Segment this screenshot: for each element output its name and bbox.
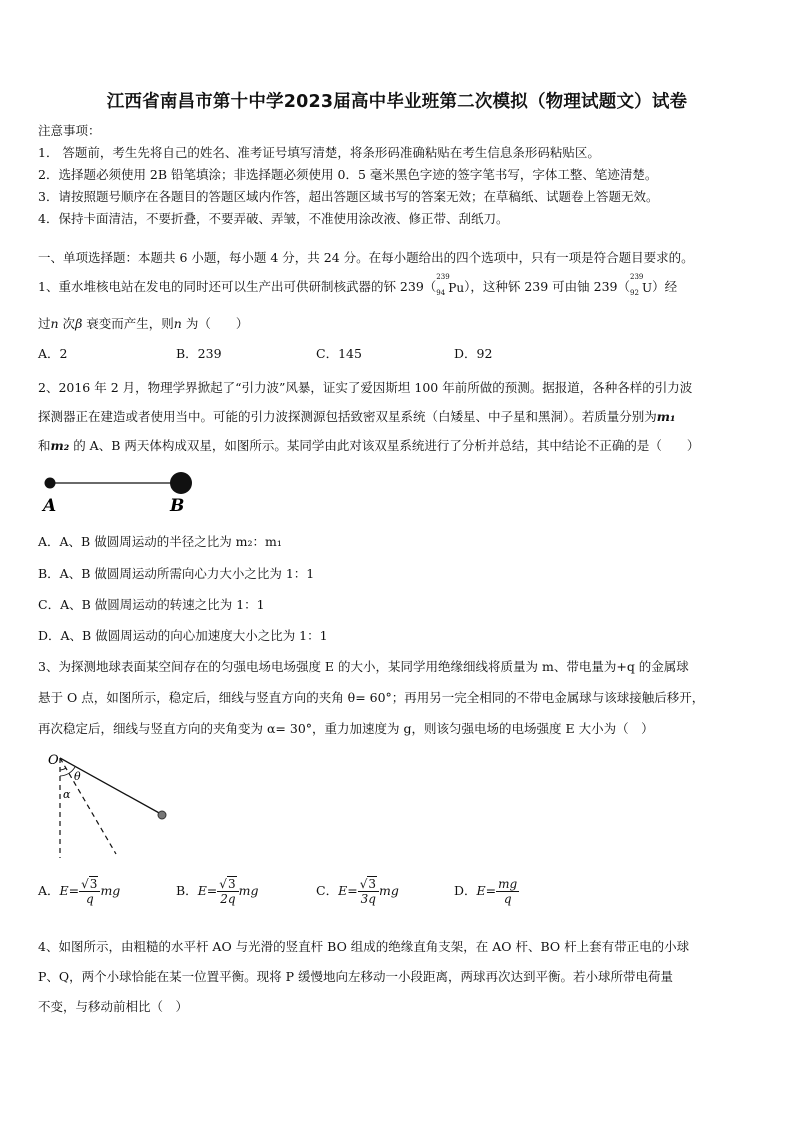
label-b: B: [170, 496, 185, 516]
question-2-line: 2、2016 年 2 月，物理学界掀起了“引力波”风暴，证实了爱因斯坦 100 年前所做的预测。据报道，各种各样的引力波: [38, 380, 693, 395]
label-alpha: α: [63, 788, 71, 801]
option-d: D．A、B 做圆周运动的向心加速度大小之比为 1：1: [38, 628, 328, 643]
question-4-line: P、Q，两个小球恰能在某一位置平衡。现将 P 缓慢地向左移动一小段距离，两球再次达到平衡。若小球所带电荷量: [38, 969, 674, 984]
notice-item: 2．选择题必须使用 2B 铅笔填涂；非选择题必须使用 0．5 毫米黑色字迹的签字笔书写，字体工整、笔迹清楚。: [38, 167, 658, 182]
label-o: O: [48, 753, 59, 768]
u-nuclide: 239 92 U: [630, 272, 653, 297]
pu-nuclide: 239 94 Pu: [436, 272, 465, 297]
pendulum-figure: [40, 748, 180, 860]
option-b: B．A、B 做圆周运动所需向心力大小之比为 1：1: [38, 566, 315, 581]
option-c: C．A、B 做圆周运动的转速之比为 1：1: [38, 597, 265, 612]
label-a: A: [43, 496, 57, 516]
option-c: C．E= $\frac{√3}{3q}$ mg: [316, 877, 399, 906]
option-d: D．E= $\frac{mg}{q}$: [454, 877, 518, 906]
option-a: A．A、B 做圆周运动的半径之比为 m₂：m₁: [38, 534, 282, 549]
question-4-line: 4、如图所示，由粗糙的水平杆 AO 与光滑的竖直杆 BO 组成的绝缘直角支架，在 AO 杆、BO 杆上套有带正电的小球: [38, 939, 690, 954]
question-1-stem: 1、重水堆核电站在发电的同时还可以生产出可供研制核武器的钚 239（ 239 94 Pu），这种钚 239 可由铀 239（ 239 92 U）经: [38, 272, 678, 297]
question-2-line: 和m₂ 的 A、B 两天体构成双星，如图所示。某同学由此对该双星系统进行了分析并总结，其中结论不正确的是（ ）: [38, 438, 700, 453]
metal-ball: [158, 811, 166, 819]
option-a: A．2: [38, 346, 68, 361]
notice-item: 1． 答题前，考生先将自己的姓名、准考证号填写清楚，将条形码准确粘贴在考生信息条形码粘贴区。: [38, 145, 600, 160]
page-title: 江西省南昌市第十中学2023届高中毕业班第二次模拟（物理试题文）试卷: [106, 92, 688, 112]
option-b: B．E= $\frac{√3}{2q}$ mg: [176, 877, 259, 906]
question-1-stem-cont: 过n 次β 衰变而产生，则n 为（ ）: [38, 316, 249, 331]
label-theta: θ: [74, 770, 81, 783]
binary-star-figure: [36, 466, 206, 518]
notice-item: 4．保持卡面清洁，不要折叠，不要弄破、弄皱，不准使用涂改液、修正带、刮纸刀。: [38, 211, 509, 226]
notice-item: 3．请按照题号顺序在各题目的答题区域内作答，超出答题区域书写的答案无效；在草稿纸、试题卷上答题无效。: [38, 189, 659, 204]
option-b: B．239: [176, 346, 222, 361]
notice-heading: 注意事项：: [38, 123, 101, 138]
question-3-line: 3、为探测地球表面某空间存在的匀强电场电场强度 E 的大小，某同学用绝缘细线将质量为 m、带电量为+q 的金属球: [38, 659, 689, 674]
question-3-line: 再次稳定后，细线与竖直方向的夹角变为 α= 30°，重力加速度为 g，则该匀强电场的电场强度 E 大小为（ ）: [38, 721, 654, 736]
thread-line: [60, 758, 161, 814]
option-c: C．145: [316, 346, 362, 361]
star-a: [45, 478, 56, 489]
option-d: D．92: [454, 346, 493, 361]
question-2-line: 探测器正在建造或者使用当中。可能的引力波探测源包括致密双星系统（白矮星、中子星和黑洞）。若质量分别为m₁: [38, 409, 676, 424]
alpha-arc: [60, 768, 66, 770]
question-3-line: 悬于 O 点，如图所示，稳定后，细线与竖直方向的夹角 θ= 60°；再用另一完全相同的不带电金属球与该球接触后移开，: [38, 690, 705, 705]
alpha-dashed-line: [60, 758, 116, 854]
theta-arc: [60, 767, 75, 776]
section-heading: 一、单项选择题：本题共 6 小题，每小题 4 分，共 24 分。在每小题给出的四个选项中，只有一项是符合题目要求的。: [38, 250, 694, 265]
option-a: A．E= $\frac{√3}{q}$ mg: [38, 877, 121, 906]
question-4-line: 不变，与移动前相比（ ）: [38, 999, 189, 1014]
star-b: [170, 472, 192, 494]
